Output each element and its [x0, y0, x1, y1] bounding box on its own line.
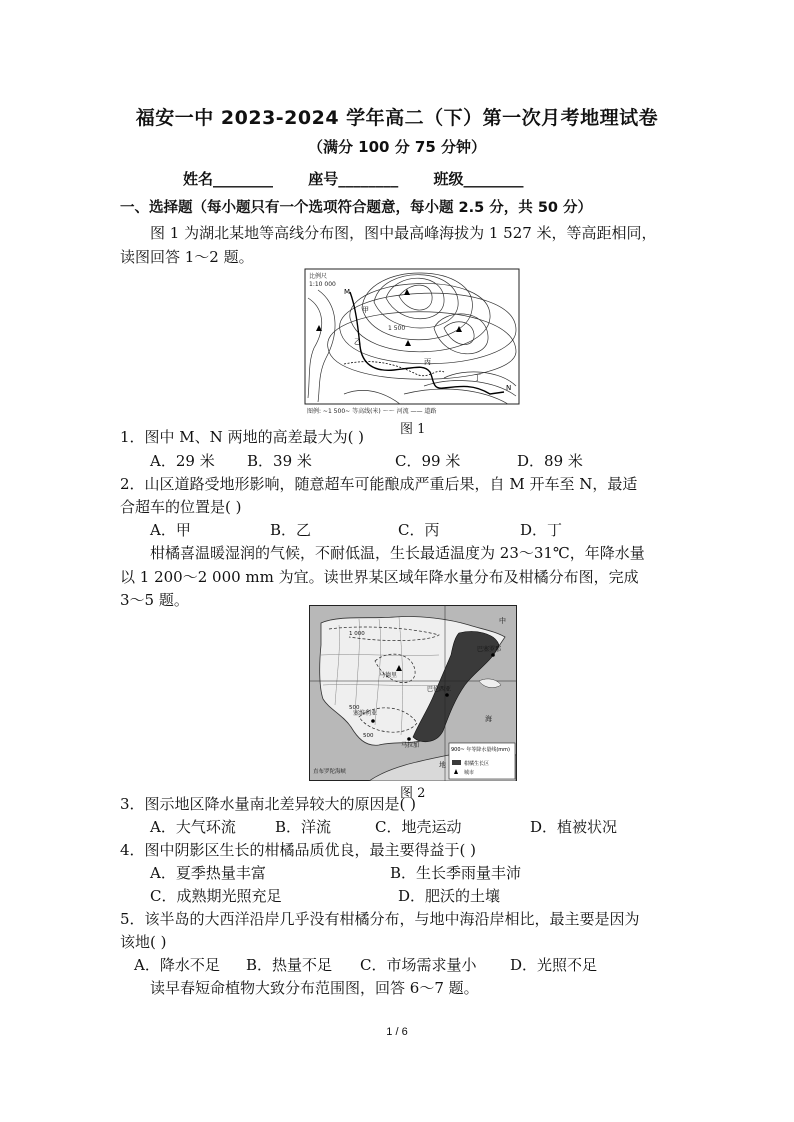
q3-option-d[interactable]: D．植被状况	[530, 818, 618, 836]
q1-option-c[interactable]: C．99 米	[395, 452, 461, 470]
q4-option-d[interactable]: D．肥沃的土壤	[398, 887, 501, 905]
q2-option-d[interactable]: D．丁	[520, 521, 563, 539]
q2-option-c[interactable]: C．丙	[398, 521, 440, 539]
q5-option-b[interactable]: B．热量不足	[246, 956, 333, 974]
q1-option-d[interactable]: D．89 米	[517, 452, 583, 470]
label-barcelona: 巴塞罗那	[477, 646, 502, 653]
q2-stem-line2: 合超车的位置是( )	[120, 498, 242, 516]
q2-option-a[interactable]: A．甲	[150, 521, 191, 539]
label-malaga: 马拉加	[401, 742, 420, 749]
figure-1-caption: 图 1	[400, 422, 426, 437]
q5-option-a[interactable]: A．降水不足	[134, 956, 220, 974]
legend-isohyet: 900~ 年等降水量线(mm)	[451, 747, 510, 753]
seat-field[interactable]: 座号________	[308, 170, 399, 188]
q5-stem-line1: 5．该半岛的大西洋沿岸几乎没有柑橘分布，与地中海沿岸相比，最主要是因为	[120, 910, 640, 928]
class-field[interactable]: 班级________	[433, 170, 524, 188]
intro2-line3: 3～5 题。	[120, 591, 189, 609]
label-di: 地	[439, 761, 446, 769]
intro3-line1: 读早春短命植物大致分布范围图，回答 6～7 题。	[150, 979, 479, 997]
q5-stem-line2: 该地( )	[120, 933, 167, 951]
city-icon	[445, 693, 449, 697]
label-isohyet-500a: 500	[349, 705, 360, 711]
label-gibraltar: 直布罗陀海峡	[313, 769, 347, 775]
contour-value: 1 500	[388, 325, 406, 332]
scale-value: 1:10 000	[309, 281, 336, 288]
label-isohyet-1000: 1 000	[349, 631, 365, 637]
city-icon	[371, 719, 375, 723]
scale-label: 比例尺	[309, 273, 328, 280]
point-m: M	[344, 288, 351, 296]
label-valencia: 巴伦西亚	[427, 686, 452, 693]
section-heading: 一、选择题（每小题只有一个选项符合题意，每小题 2.5 分，共 50 分）	[120, 200, 593, 216]
label-zhong: 中	[499, 617, 506, 625]
iberia-map-svg	[309, 605, 517, 781]
contour-map-svg	[304, 268, 520, 416]
q4-option-a[interactable]: A．夏季热量丰富	[150, 864, 266, 882]
q4-option-b[interactable]: B．生长季雨量丰沛	[390, 864, 522, 882]
exam-title: 福安一中 2023-2024 学年高二（下）第一次月考地理试卷	[135, 107, 659, 129]
page-number: 1 / 6	[386, 1026, 408, 1038]
intro1-line2: 读图回答 1～2 题。	[120, 248, 254, 266]
label-sea: 海	[485, 715, 492, 723]
q3-option-c[interactable]: C．地壳运动	[375, 818, 462, 836]
q2-stem-line1: 2．山区道路受地形影响，随意超车可能酿成严重后果，自 M 开车至 N，最适	[120, 475, 638, 493]
exam-subtitle: （满分 100 分 75 分钟）	[307, 138, 487, 156]
q3-option-b[interactable]: B．洋流	[275, 818, 332, 836]
q1-option-a[interactable]: A．29 米	[150, 452, 215, 470]
q5-option-d[interactable]: D．光照不足	[510, 956, 598, 974]
student-info-fields	[183, 168, 554, 189]
point-n: N	[506, 384, 512, 392]
intro1-line1: 图 1 为湖北某地等高线分布图，图中最高峰海拔为 1 527 米，等高距相同，	[150, 224, 657, 242]
intro2-line2: 以 1 200～2 000 mm 为宜。读世界某区域年降水量分布及柑橘分布图，完成	[120, 568, 639, 586]
city-icon	[407, 737, 411, 741]
figure-1-contour-map	[304, 268, 520, 416]
q4-option-c[interactable]: C．成熟期光照充足	[150, 887, 282, 905]
point-yi: 乙	[354, 338, 361, 346]
point-jia: 甲	[362, 306, 369, 314]
point-ding: 丁	[474, 374, 481, 382]
fig1-legend: 图例: ~1 500~ 等高线(米) ～～ 河流 —— 道路	[307, 408, 437, 415]
q3-option-a[interactable]: A．大气环流	[150, 818, 236, 836]
label-isohyet-500b: 500	[363, 733, 374, 739]
figure-2-iberia-map	[309, 605, 517, 781]
intro2-line1: 柑橘喜温暖湿润的气候，不耐低温，生长最适温度为 23～31℃，年降水量	[150, 544, 645, 562]
figure-2-caption: 图 2	[400, 786, 426, 801]
point-bing: 丙	[424, 358, 431, 366]
legend-citrus: 柑橘生长区	[464, 761, 490, 767]
q1-stem: 1．图中 M、N 两地的高差最大为( )	[120, 428, 365, 446]
q5-option-c[interactable]: C．市场需求量小	[360, 956, 477, 974]
q1-option-b[interactable]: B．39 米	[247, 452, 312, 470]
label-sevilla: 塞维利亚	[353, 710, 378, 717]
q4-stem: 4．图中阴影区生长的柑橘品质优良，最主要得益于( )	[120, 841, 477, 859]
legend-city: 城市	[464, 770, 475, 776]
q3-stem: 3．图示地区降水量南北差异较大的原因是( )	[120, 795, 417, 813]
city-icon	[491, 653, 495, 657]
q2-option-b[interactable]: B．乙	[270, 521, 312, 539]
name-field[interactable]: 姓名________	[183, 170, 274, 188]
label-madrid: 马德里	[379, 672, 398, 679]
